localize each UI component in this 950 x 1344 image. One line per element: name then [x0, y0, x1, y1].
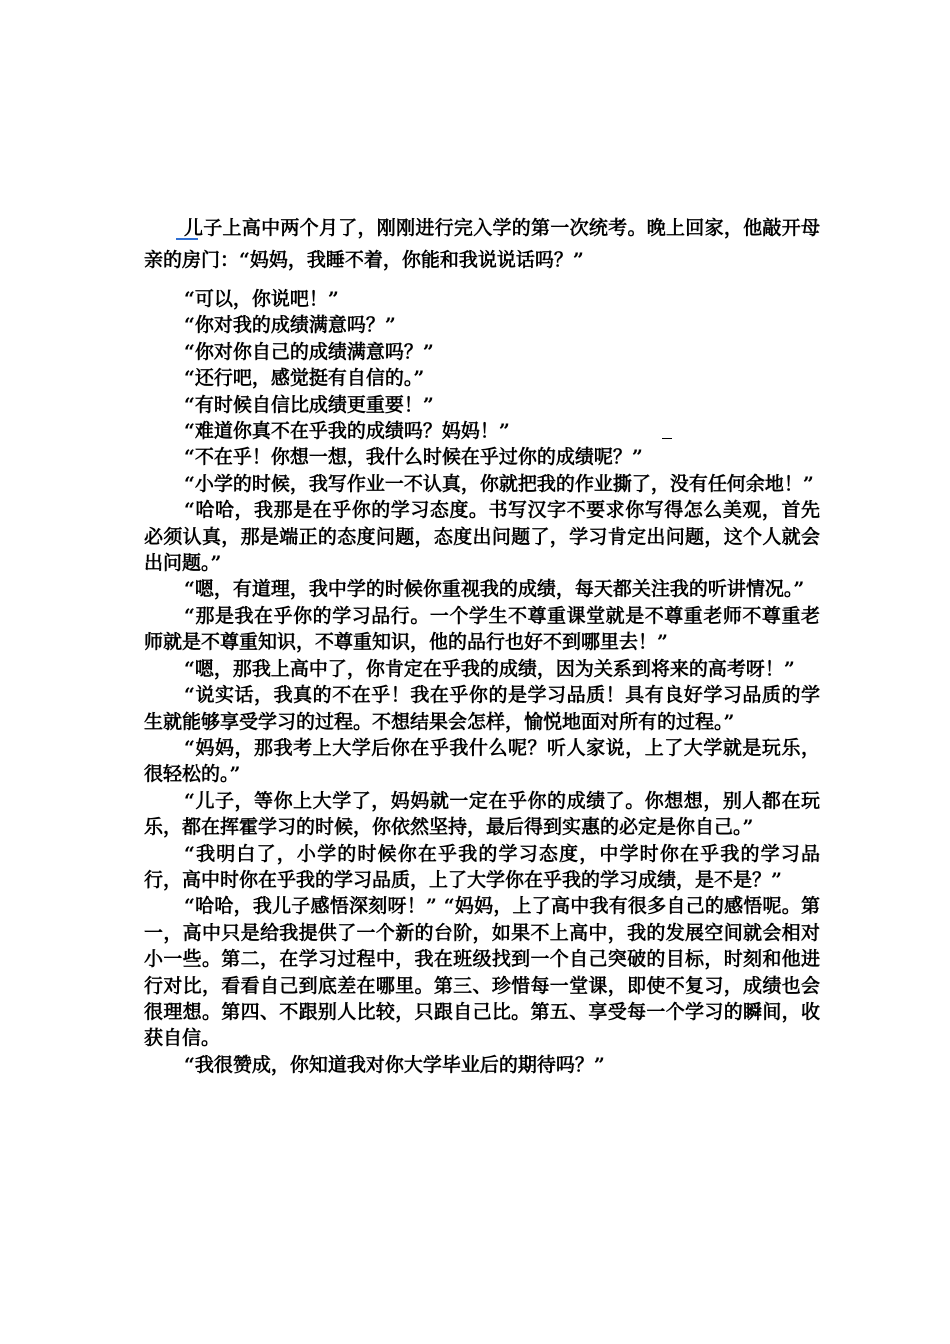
document-page — [144, 212, 820, 1078]
dialogue-line: “哈哈，我那是在乎你的学习态度。书写汉字不要求你写得怎么美观，首先必须认真，那是端正的态度问题，态度出问题了，学习肯定出问题，这个人就会出问题。” — [144, 499, 820, 575]
intro-paragraph — [144, 212, 820, 276]
dialogue-line: “那是我在乎你的学习品行。一个学生不尊重课堂就是不尊重老师不尊重老师就是不尊重知识，不尊重知识，他的品行也好不到哪里去！” — [144, 604, 820, 654]
dialogue-line: “还行吧，感觉挺有自信的。” — [184, 367, 425, 390]
dialogue-line: “嗯，那我上高中了，你肯定在乎我的成绩，因为关系到将来的高考呀！” — [184, 657, 795, 680]
dialogue-line: “说实话，我真的不在乎！我在乎你的是学习品质！具有良好学习品质的学生就能够享受学习的过程。不想结果会怎样，愉悦地面对所有的过程。” — [144, 684, 820, 733]
dialogue-line: “你对你自己的成绩满意吗？” — [184, 340, 434, 363]
dialogue-line: “我很赞成，你知道我对你大学毕业后的期待吗？” — [184, 1053, 605, 1076]
dialogue-line: “儿子，等你上大学了，妈妈就一定在乎你的成绩了。你想想，别人都在玩乐，都在挥霍学习的时候，你依然坚持，最后得到实惠的必定是你自己。” — [144, 789, 820, 839]
stray-dash-mark — [662, 438, 672, 439]
dialogue-line: “可以，你说吧！” — [184, 288, 339, 310]
dialogue-line: “嗯，有道理，我中学的时候你重视我的成绩，每天都关注我的听讲情况。” — [184, 578, 805, 601]
dialogue-line: “妈妈，那我考上大学后你在乎我什么呢？听人家说，上了大学就是玩乐，很轻松的。” — [144, 736, 820, 786]
intro-text: 儿子上高中两个月了，刚刚进行完入学的第一次统考。晚上回家，他敲开母亲的房门：“妈妈，我睡不着，你能和我说说话吗？” — [144, 217, 820, 271]
dialogue-line: “小学的时候，我写作业一不认真，你就把我的作业撕了，没有任何余地！” — [184, 472, 814, 495]
dialogue-line: “难道你真不在乎我的成绩吗？妈妈！” — [184, 420, 510, 443]
underline-mark — [176, 212, 198, 240]
dialogue-line: “不在乎！你想一想，我什么时候在乎过你的成绩呢？” — [184, 446, 643, 469]
dialogue-line: “我明白了，小学的时候你在乎我的学习态度，中学时你在乎我的学习品行，高中时你在乎我的学习品质，上了大学你在乎我的学习成绩，是不是？” — [144, 842, 820, 891]
dialogue-line: “有时候自信比成绩更重要！” — [184, 393, 434, 416]
dialogue-line: “哈哈，我儿子感悟深刻呀！” “妈妈，上了高中我有很多自己的感悟呢。第一，高中只是给我提供了一个新的台阶，如果不上高中，我的发展空间就会相对小一些。第二，在学习过程中，我在班级找到一个自己突破的目标，时刻和他进行对比，看看自己到底差在哪里。第三、珍惜每一堂课，即使不复习，成绩也会很理想。第四、不跟别人比较，只跟自己比。第五、享受每一个学习的瞬间，收获自信。 — [144, 895, 820, 1050]
dialogue-line: “你对我的成绩满意吗？” — [184, 314, 396, 337]
